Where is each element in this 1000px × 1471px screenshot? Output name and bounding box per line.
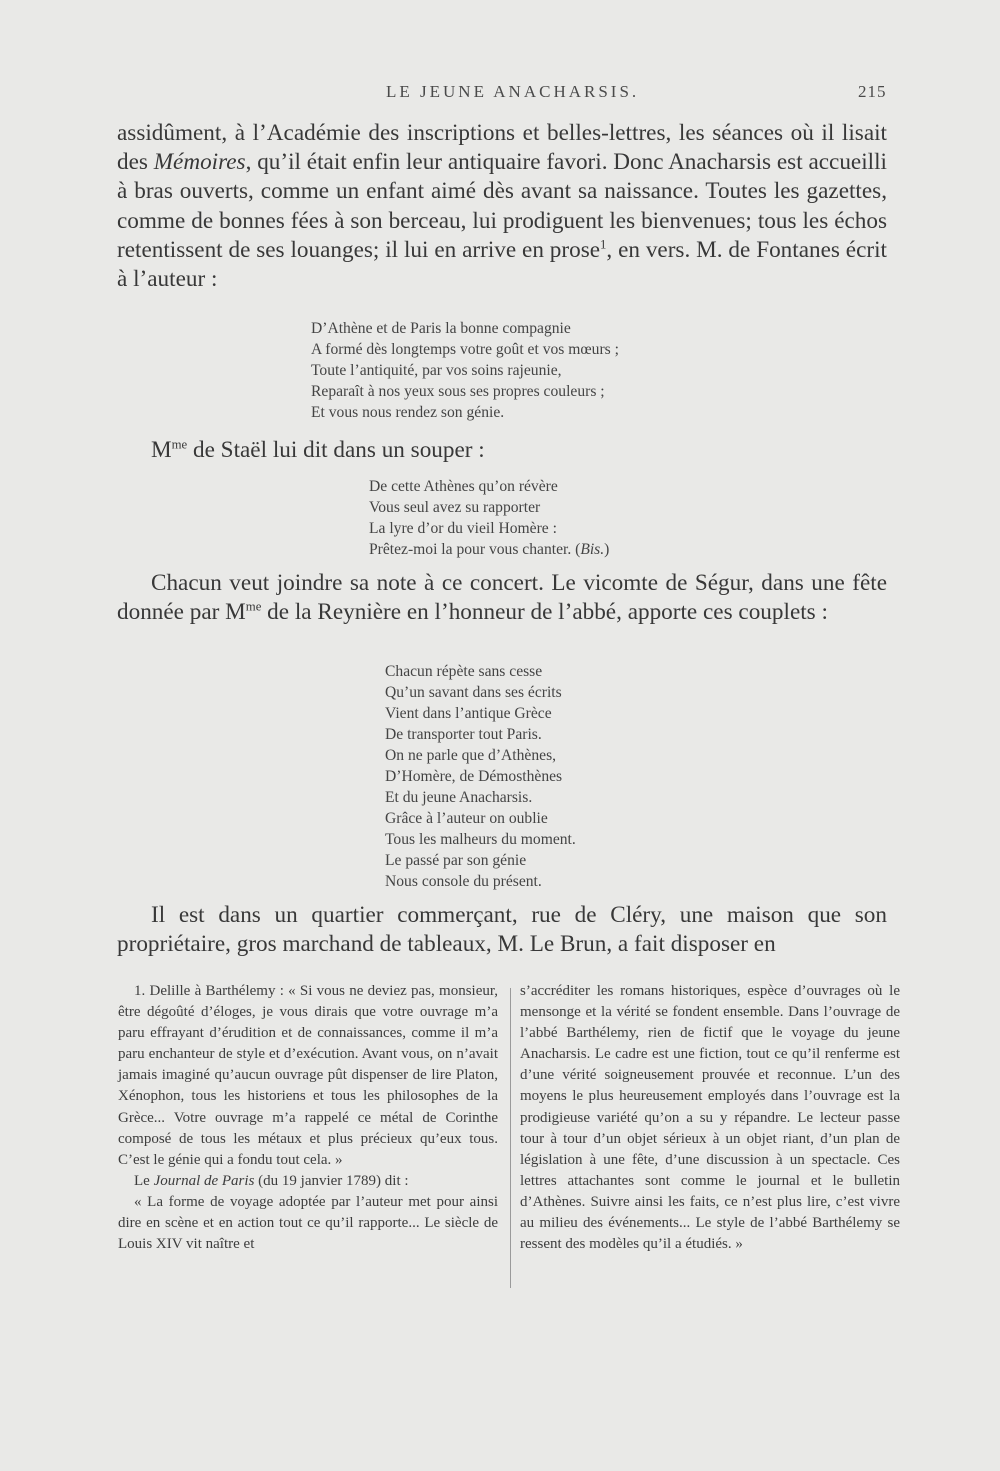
para2-sup: me: [171, 437, 188, 452]
verse-line: La lyre d’or du vieil Homère :: [369, 520, 557, 537]
verse-bis: Bis.: [580, 541, 605, 558]
para2-text-b: de Staël lui dit dans un souper :: [187, 437, 485, 463]
verse-line: D’Homère, de Démosthènes: [385, 768, 563, 785]
verse-line: Qu’un savant dans ses écrits: [385, 684, 562, 701]
verse-line: Vous seul avez su rapporter: [369, 499, 541, 516]
footnote-left-column: [118, 981, 498, 1255]
verse-segur: [385, 661, 576, 892]
verse-line: De cette Athènes qu’on révère: [369, 478, 558, 495]
running-title: LE JEUNE ANACHARSIS.: [386, 82, 640, 101]
footnote-ref-1: 1: [600, 237, 607, 252]
verse-line: Reparaît à nos yeux sous ses propres couleurs ;: [311, 383, 605, 400]
verse-line: Et du jeune Anacharsis.: [385, 789, 533, 806]
verse-line: On ne parle que d’Athènes,: [385, 747, 557, 764]
para4-text: Il est dans un quartier commerçant, rue de Cléry, une maison que son propriétaire, gros marchand de tableaux, M. Le Brun, a fait disposer en: [117, 902, 887, 958]
verse-line: Grâce à l’auteur on oublie: [385, 810, 548, 827]
para1-text-c: , en vers. M. de Fontanes écrit à l’auteur :: [117, 236, 887, 293]
paragraph-4: [117, 901, 887, 959]
footnote-column-divider: [510, 988, 511, 1288]
verse-line: Chacun répète sans cesse: [385, 663, 543, 680]
para3-text-a: Chacun veut joindre sa note à ce concert. Le vicomte de Ségur, dans une fête donnée par M: [117, 570, 887, 626]
para1-text-b: , qu’il était enfin leur antiquaire favori. Donc Anacharsis est accueilli à bras ouverts, comme un enfant aimé dès avant sa naissance. Toutes les gazettes, comme de bonnes fées à son berceau, lui prodiguent les bienvenues; tous les échos retentissent de ses louanges; il lui en arrive en prose: [117, 149, 887, 263]
paragraph-2: [117, 436, 887, 465]
verse-line: Vient dans l’antique Grèce: [385, 705, 552, 722]
verse-stael: [369, 476, 609, 560]
footnote-text: Le: [134, 1172, 154, 1189]
verse-line-end: ): [604, 541, 610, 558]
verse-line: D’Athène et de Paris la bonne compagnie: [311, 320, 571, 337]
verse-line: Et vous nous rendez son génie.: [311, 404, 505, 421]
footnote-quote-text: « La forme de voyage adoptée par l’auteur met pour ainsi dire en scène et en action tout ce qu’il rapporte... Le siècle de Louis XIV vit naître et: [118, 1193, 498, 1253]
verse-line: A formé dès longtemps votre goût et vos mœurs ;: [311, 341, 619, 358]
verse-line: Le passé par son génie: [385, 852, 527, 869]
footnote-right-column: [520, 981, 900, 1255]
para3-sup: me: [245, 599, 262, 614]
footnote-continued-text: s’accréditer les romans historiques, espèce d’ouvrages où le mensonge et la vérité se fondent ensemble. Dans l’ouvrage de l’abbé Barthélemy, rien de fictif que le voyage du jeune Anacharsis. Le cadre est une fiction, tout ce qu’il renferme est d’une vérité soigneusement prouvée et reconnue. L’un des moyens le plus heureusement employés dans l’ouvrage est la prodigieuse variété qu’on a su y répandre. Le lecteur passe tour à tour d’un objet sérieux à un objet riant, d’un plan de législation à une fête, d’une discussion à un spectacle. Ces lettres attachantes sont comme le journal et le bulletin d’Athènes. Suivre ainsi les faits, ce n’est plus lire, c’est vivre au milieu des événements... Le style de l’abbé Barthélemy se ressent des modèles qu’il a étudiés. »: [520, 983, 900, 1253]
para2-text-a: M: [151, 437, 172, 463]
footnote-1-text: 1. Delille à Barthélemy : « Si vous ne deviez pas, monsieur, être dégoûté d’éloges, je vous dirais que votre ouvrage m’a paru effrayant d’érudition et de connaissances, comme il m’a paru enchanteur de style et d’exécution. Avant vous, on n’avait jamais imaginé qu’aucun ouvrage pût dispenser de lire Platon, Xénophon, tous les historiens et tous les philosophes de la Grèce... Votre ouvrage m’a rappelé ce métal de Corinthe composé de tous les métaux et plus précieux qu’eux tous. C’est le génie qui a fondu tout cela. »: [118, 983, 498, 1168]
footnote-text: (du 19 janvier 1789) dit :: [254, 1172, 409, 1189]
footnote-italic-journal: Journal de Paris: [153, 1172, 255, 1189]
page-number: 215: [858, 82, 887, 101]
running-head: [0, 82, 1000, 106]
verse-line: Tous les malheurs du moment.: [385, 831, 576, 848]
verse-line: Nous console du présent.: [385, 873, 542, 890]
verse-fontanes: [311, 318, 619, 423]
para3-text-b: de la Reynière en l’honneur de l’abbé, apporte ces couplets :: [261, 599, 828, 626]
para1-text-a: assidûment, à l’Académie des inscriptions et belles-lettres, les séances où il lisait des: [117, 120, 887, 176]
para1-italic-memoires: Mémoires: [153, 149, 246, 176]
verse-line: [369, 539, 609, 560]
paragraph-3: [117, 569, 887, 627]
verse-line-text: Prêtez-moi la pour vous chanter. (: [369, 541, 581, 558]
verse-line: Toute l’antiquité, par vos soins rajeunie,: [311, 362, 562, 379]
paragraph-1: [117, 119, 887, 294]
verse-line: De transporter tout Paris.: [385, 726, 542, 743]
